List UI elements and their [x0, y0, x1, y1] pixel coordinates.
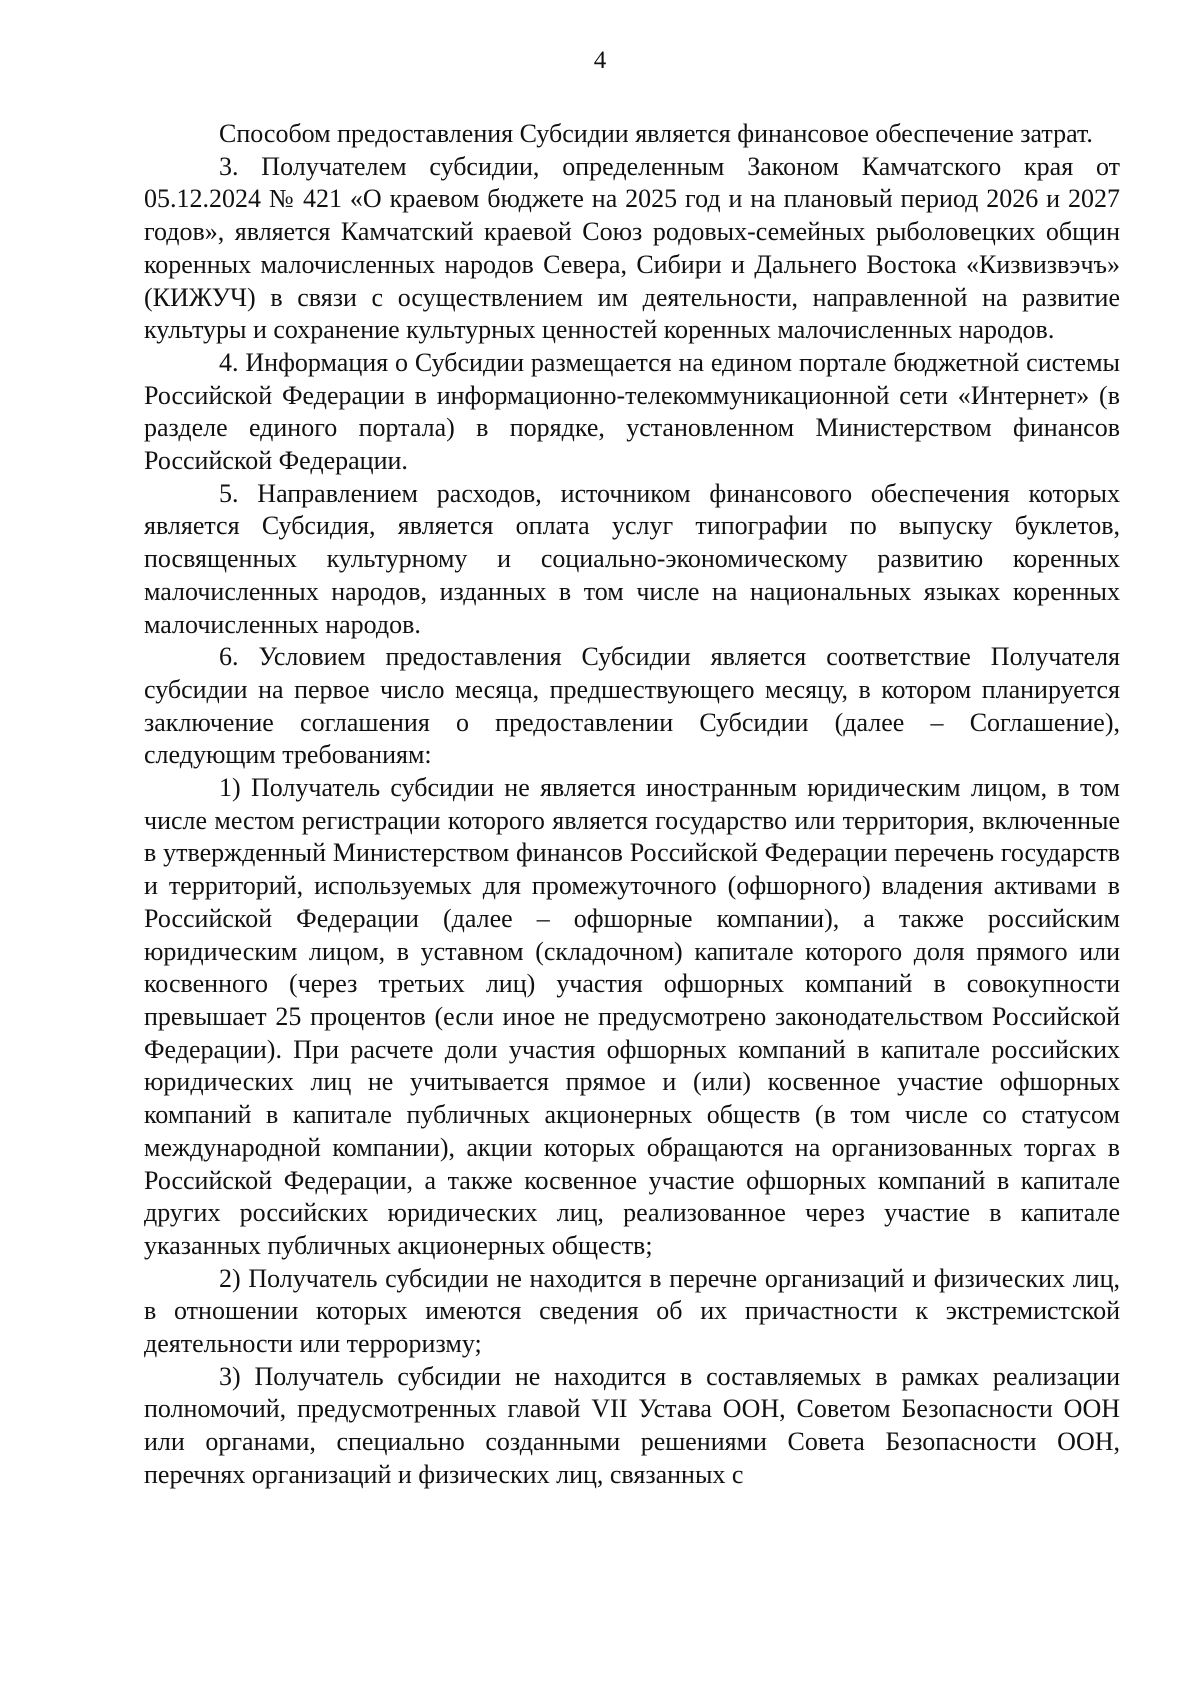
paragraph-method: Способом предоставления Субсидии является финансовое обеспечение затрат. — [219, 119, 1093, 148]
paragraph-3-recipient: 3. Получателем субсидии, определенным Законом Камчатского края от 05.12.2024 № 421 «О краевом бюджете на 2025 год и на плановый период 2026 и 2027 годов», является Камчатский краевой Союз родовых-семейных рыболовецких общин коренных малочисленных народов Севера, Сибири и Дальнего Востока «Кизвизвэчъ» (КИЖУЧ) в связи с осуществлением им деятельности, направленной на развитие культуры и сохранение культурных ценностей коренных малочисленных народов. — [144, 151, 1120, 345]
requirement-3: 3) Получатель субсидии не находится в составляемых в рамках реализации полномочий, предусмотренных главой VII Устава ООН, Советом Безопасности ООН или органами, специально созданными решениями Совета Безопасности ООН, перечнях организаций и физических лиц, связанных с — [144, 1361, 1120, 1489]
requirement-2: 2) Получатель субсидии не находится в перечне организаций и физических лиц, в отношении которых имеются сведения об их причастности к экстремистской деятельности или терроризму; — [144, 1263, 1120, 1359]
requirement-1: 1) Получатель субсидии не является иностранным юридическим лицом, в том числе местом регистрации которого является государство или территория, включенные в утвержденный Министерством финансов Российской Федерации перечень государств и территорий, используемых для промежуточного (офшорного) владения активами в Российской Федерации (далее – офшорные компании), а также российским юридическим лицом, в уставном (складочном) капитале которого доля прямого или косвенного (через третьих лиц) участия офшорных компаний в совокупности превышает 25 процентов (если иное не предусмотрено законодательством Российской Федерации). При расчете доли участия офшорных компаний в капитале российских юридических лиц не учитывается прямое и (или) косвенное участие офшорных компаний в капитале публичных акционерных обществ (в том числе со статусом международной компании), акции которых обращаются на организованных торгах в Российской Федерации, а также косвенное участие офшорных компаний в капитале других российских юридических лиц, реализованное через участие в капитале указанных публичных акционерных обществ; — [144, 773, 1120, 1260]
paragraph-5-expenses: 5. Направлением расходов, источником финансового обеспечения которых является Субсидия, является оплата услуг типографии по выпуску буклетов, посвященных культурному и социально-экономическому развитию коренных малочисленных народов, изданных в том числе на национальных языках коренных малочисленных народов. — [144, 478, 1120, 639]
page-number: 4 — [593, 47, 607, 74]
paragraph-4-information: 4. Информация о Субсидии размещается на едином портале бюджетной системы Российской Федерации в информационно-телекоммуникационной сети «Интернет» (в разделе единого портала) в порядке, установленном Министерством финансов Российской Федерации. — [144, 347, 1120, 476]
paragraph-6-conditions: 6. Условием предоставления Субсидии является соответствие Получателя субсидии на первое число месяца, предшествующего месяцу, в котором планируется заключение соглашения о предоставлении Субсидии (далее – Соглашение), следующим требованиям: — [144, 642, 1120, 770]
document-body — [144, 118, 1120, 1492]
